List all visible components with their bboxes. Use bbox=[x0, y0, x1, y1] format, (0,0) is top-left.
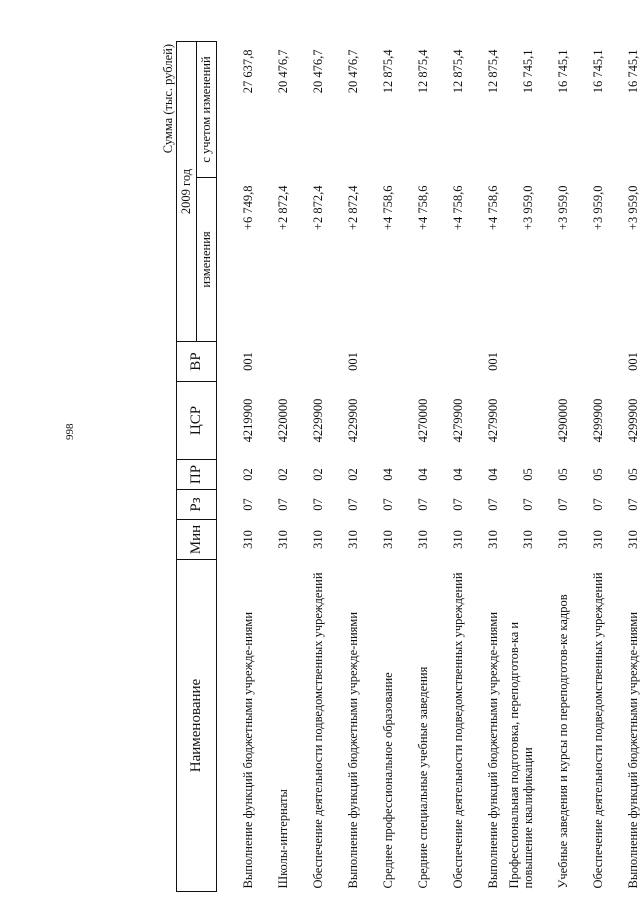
row-change: +3 959,0 bbox=[590, 185, 605, 231]
row-total: 20 476,7 bbox=[275, 49, 290, 94]
row-name: Выполнение функций бюджетными учрежде-ниями bbox=[345, 611, 360, 889]
header-change: изменения bbox=[197, 178, 217, 342]
row-change: +4 758,6 bbox=[380, 185, 395, 231]
row-vr: 001 bbox=[485, 352, 500, 371]
row-pr: 05 bbox=[625, 468, 640, 481]
row-csr: 4220000 bbox=[275, 398, 290, 443]
row-pr: 04 bbox=[380, 468, 395, 481]
table-row bbox=[536, 41, 571, 891]
header-name: Наименование bbox=[177, 560, 217, 892]
row-csr: 4279900 bbox=[485, 398, 500, 443]
rotated-page-content bbox=[160, 42, 640, 892]
row-rz: 07 bbox=[240, 498, 255, 511]
row-change: +3 959,0 bbox=[625, 185, 640, 231]
row-pr: 05 bbox=[555, 468, 570, 481]
row-pr: 02 bbox=[345, 468, 360, 481]
table-row bbox=[571, 41, 606, 891]
row-name: Школы-интернаты bbox=[275, 789, 290, 889]
row-total: 16 745,1 bbox=[590, 49, 605, 94]
row-name: Выполнение функций бюджетными учрежде-ниями bbox=[240, 611, 255, 889]
row-pr: 04 bbox=[450, 468, 465, 481]
row-vr bbox=[396, 342, 431, 382]
row-change: +4 758,6 bbox=[450, 185, 465, 231]
row-min: 310 bbox=[625, 530, 640, 549]
row-total: 16 745,1 bbox=[520, 49, 535, 94]
header-year: 2009 год bbox=[177, 41, 197, 341]
row-change: +2 872,4 bbox=[310, 185, 325, 231]
row-name: Средние специальные учебные заведения bbox=[415, 666, 430, 889]
row-rz: 07 bbox=[590, 498, 605, 511]
row-pr: 05 bbox=[590, 468, 605, 481]
row-rz: 07 bbox=[450, 498, 465, 511]
row-csr bbox=[361, 382, 396, 460]
row-vr bbox=[536, 342, 571, 382]
table-row bbox=[256, 41, 291, 891]
row-min: 310 bbox=[345, 530, 360, 549]
table-body bbox=[217, 41, 640, 891]
row-min: 310 bbox=[555, 530, 570, 549]
row-pr: 04 bbox=[485, 468, 500, 481]
row-csr: 4279900 bbox=[450, 398, 465, 443]
row-min: 310 bbox=[450, 530, 465, 549]
page-number: 998 bbox=[64, 423, 76, 440]
row-vr: 001 bbox=[625, 352, 640, 371]
row-csr: 4290000 bbox=[555, 398, 570, 443]
row-rz: 07 bbox=[555, 498, 570, 511]
table-row bbox=[326, 41, 361, 891]
row-change: +3 959,0 bbox=[520, 185, 535, 231]
row-vr: 001 bbox=[345, 352, 360, 371]
row-vr bbox=[571, 342, 606, 382]
row-change: +6 749,8 bbox=[240, 185, 255, 231]
row-total: 12 875,4 bbox=[485, 49, 500, 94]
row-vr bbox=[431, 342, 466, 382]
table-row bbox=[291, 41, 326, 891]
row-change: +4 758,6 bbox=[485, 185, 500, 231]
row-min: 310 bbox=[590, 530, 605, 549]
header-min: Мин bbox=[177, 520, 217, 560]
row-csr bbox=[501, 382, 536, 460]
row-name: Учебные заведения и курсы по переподготов-ке кадров bbox=[555, 594, 570, 889]
row-total: 12 875,4 bbox=[450, 49, 465, 94]
row-min: 310 bbox=[415, 530, 430, 549]
row-total: 20 476,7 bbox=[310, 49, 325, 94]
header-pr: ПР bbox=[177, 460, 217, 490]
row-total: 27 637,8 bbox=[240, 49, 255, 94]
row-name: Выполнение функций бюджетными учрежде-ниями bbox=[625, 611, 640, 889]
row-pr: 02 bbox=[275, 468, 290, 481]
row-min: 310 bbox=[240, 530, 255, 549]
row-total: 12 875,4 bbox=[380, 49, 395, 94]
units-caption: Сумма (тыс. рублей) bbox=[161, 44, 175, 154]
row-vr: 001 bbox=[240, 352, 255, 371]
row-min: 310 bbox=[520, 530, 535, 549]
row-csr: 4299900 bbox=[625, 398, 640, 443]
table-row bbox=[431, 41, 466, 891]
row-name: Среднее профессиональное образование bbox=[380, 672, 395, 889]
row-min: 310 bbox=[485, 530, 500, 549]
row-rz: 07 bbox=[380, 498, 395, 511]
row-change: +2 872,4 bbox=[275, 185, 290, 231]
row-min: 310 bbox=[275, 530, 290, 549]
header-csr: ЦСР bbox=[177, 382, 217, 460]
row-vr bbox=[501, 342, 536, 382]
row-total: 12 875,4 bbox=[415, 49, 430, 94]
row-change: +2 872,4 bbox=[345, 185, 360, 231]
row-rz: 07 bbox=[625, 498, 640, 511]
row-change: +4 758,6 bbox=[415, 185, 430, 231]
row-pr: 02 bbox=[310, 468, 325, 481]
row-change: +3 959,0 bbox=[555, 185, 570, 231]
budget-table bbox=[176, 41, 640, 892]
row-rz: 07 bbox=[485, 498, 500, 511]
row-name: Обеспечение деятельности подведомственных учреждений bbox=[310, 572, 325, 889]
row-csr: 4219900 bbox=[240, 398, 255, 443]
row-csr: 4299900 bbox=[590, 398, 605, 443]
row-pr: 04 bbox=[415, 468, 430, 481]
table-row bbox=[466, 41, 501, 891]
row-csr: 4229900 bbox=[310, 398, 325, 443]
header-with-change: с учетом изменений bbox=[197, 41, 217, 177]
row-rz: 07 bbox=[310, 498, 325, 511]
table-row bbox=[606, 41, 640, 891]
row-pr: 05 bbox=[520, 468, 535, 481]
table-row bbox=[361, 41, 396, 891]
row-name: Выполнение функций бюджетными учрежде-ниями bbox=[485, 611, 500, 889]
row-csr: 4270000 bbox=[415, 398, 430, 443]
row-name: Профессиональная подготовка, переподготов-ка и повышение квалификации bbox=[507, 621, 535, 889]
row-name: Обеспечение деятельности подведомственных учреждений bbox=[450, 572, 465, 889]
row-vr bbox=[256, 342, 291, 382]
row-csr: 4229900 bbox=[345, 398, 360, 443]
row-total: 20 476,7 bbox=[345, 49, 360, 94]
table-row bbox=[501, 41, 536, 891]
row-pr: 02 bbox=[240, 468, 255, 481]
row-total: 16 745,1 bbox=[555, 49, 570, 94]
row-rz: 07 bbox=[520, 498, 535, 511]
row-rz: 07 bbox=[345, 498, 360, 511]
header-rz: Рз bbox=[177, 490, 217, 520]
table-row bbox=[217, 41, 257, 891]
row-min: 310 bbox=[380, 530, 395, 549]
table-row bbox=[396, 41, 431, 891]
row-name: Обеспечение деятельности подведомственных учреждений bbox=[590, 572, 605, 889]
row-rz: 07 bbox=[415, 498, 430, 511]
row-rz: 07 bbox=[275, 498, 290, 511]
header-vr: ВР bbox=[177, 342, 217, 382]
row-vr bbox=[291, 342, 326, 382]
row-vr bbox=[361, 342, 396, 382]
row-min: 310 bbox=[310, 530, 325, 549]
row-total: 16 745,1 bbox=[625, 49, 640, 94]
